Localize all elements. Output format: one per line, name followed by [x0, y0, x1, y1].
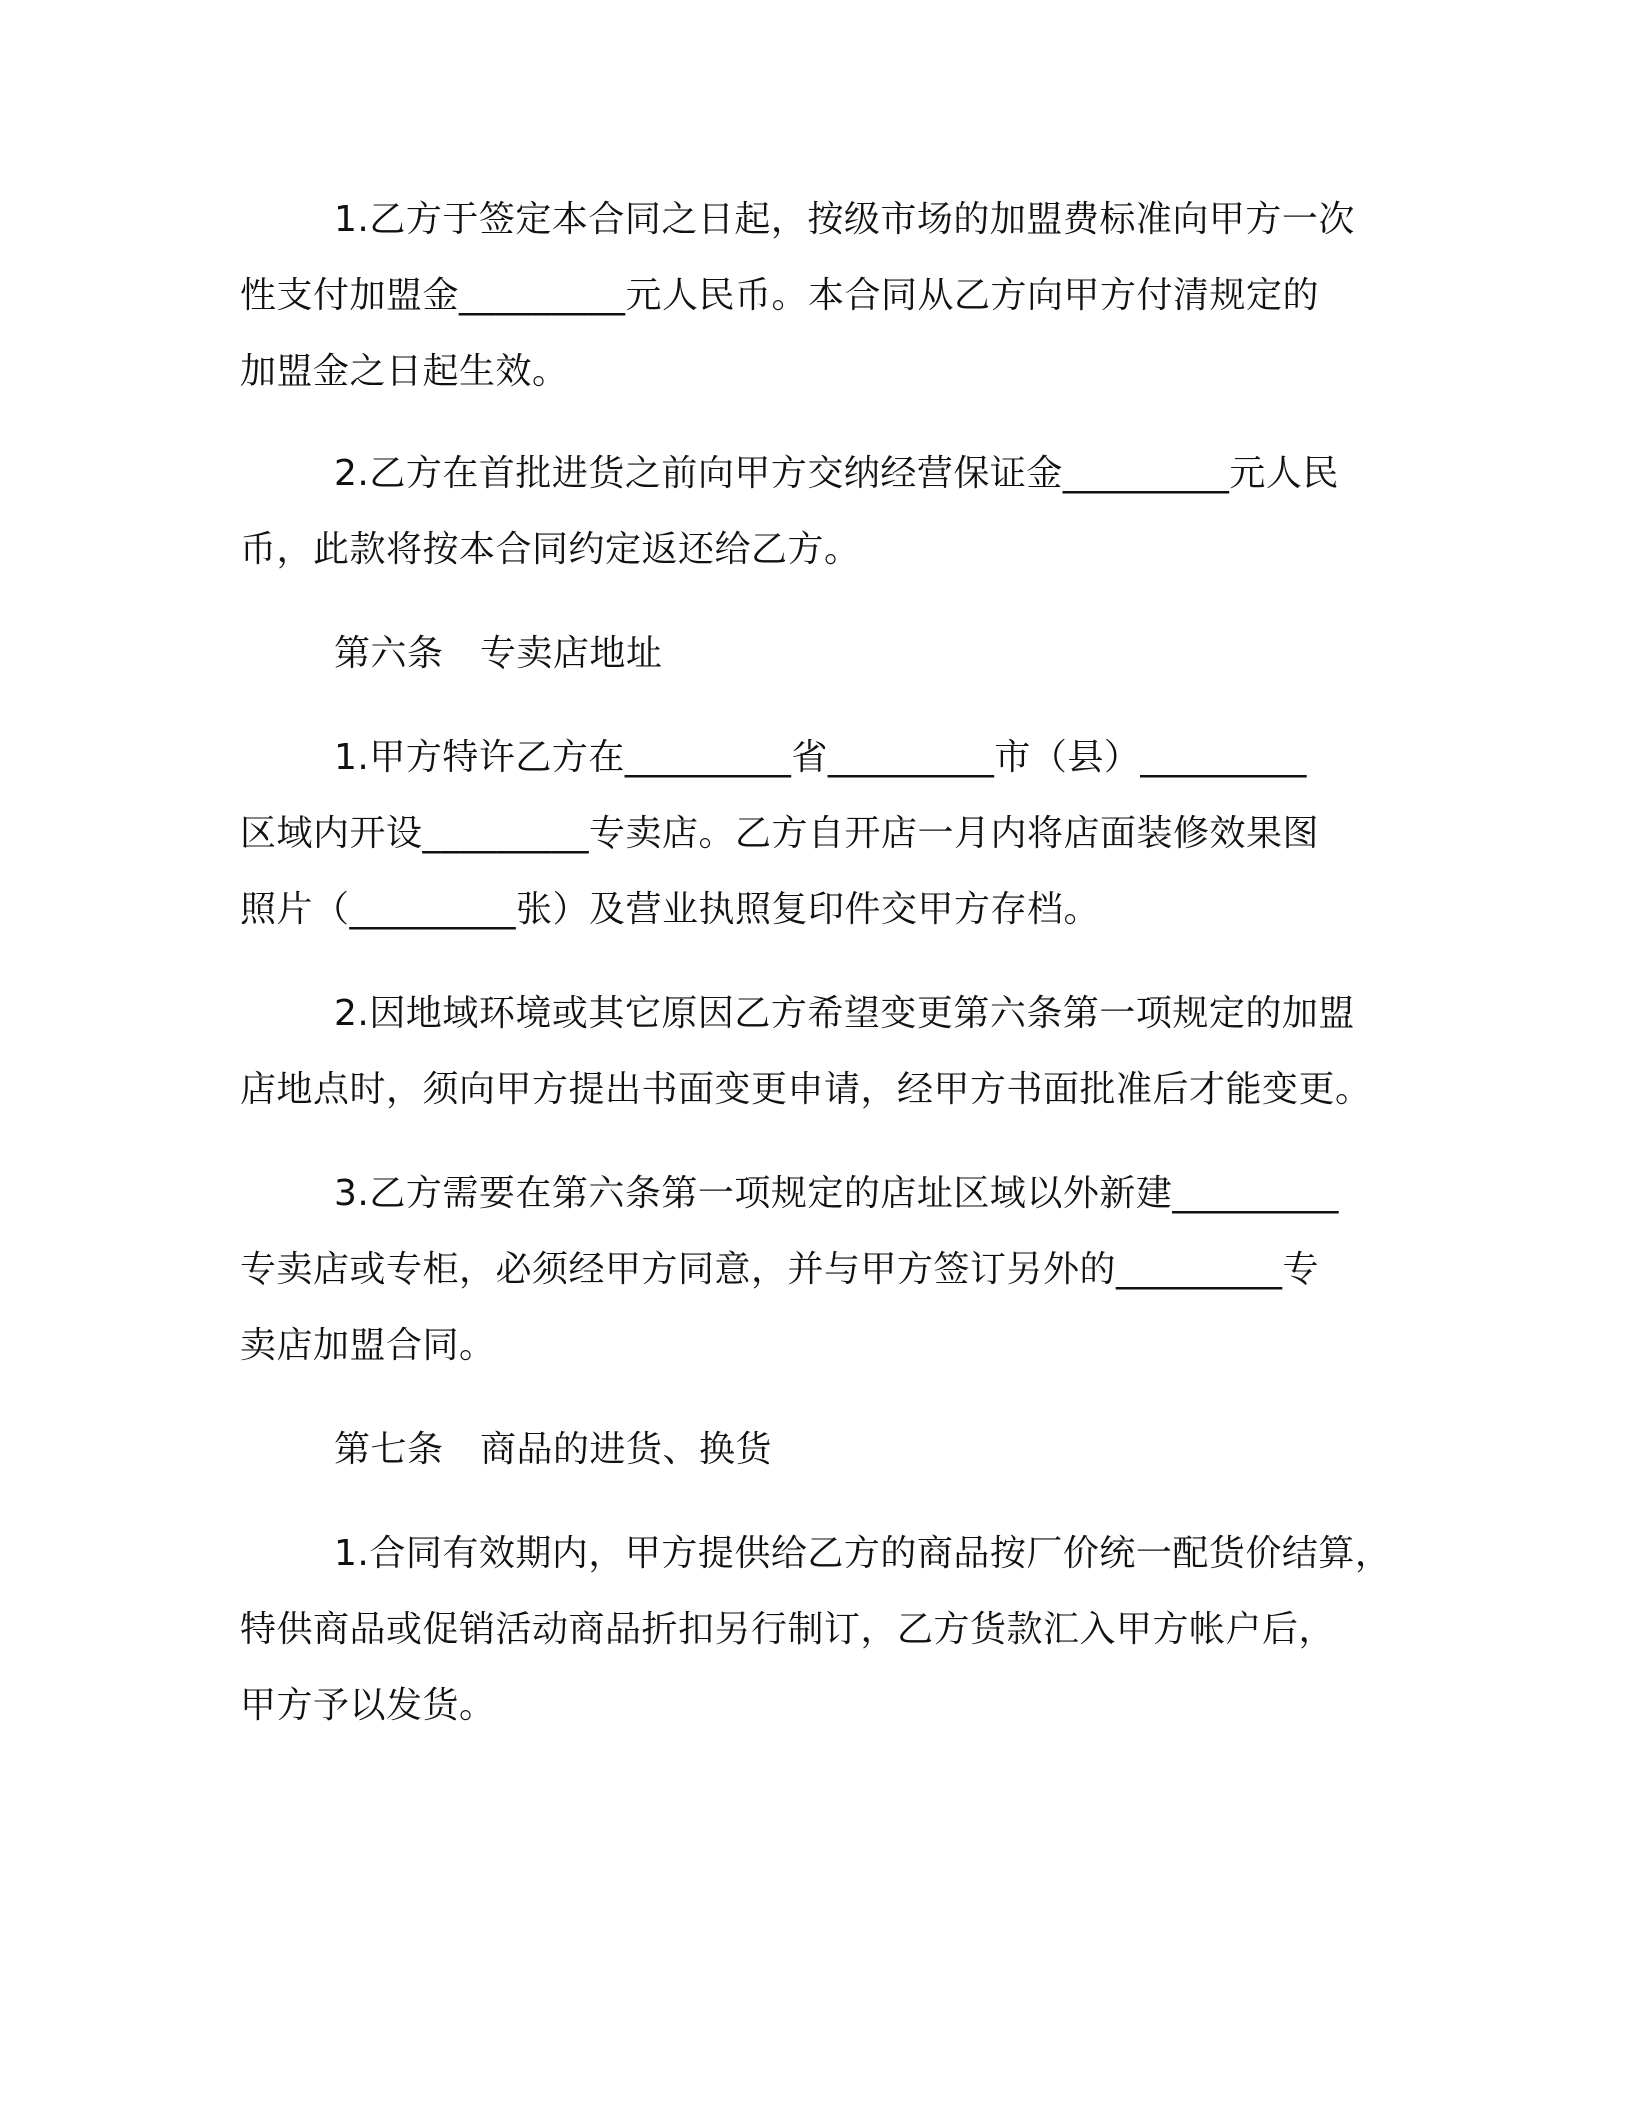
- clause-5-item-1-line-3: 加盟金之日起生效。: [240, 351, 569, 392]
- clause-7-item-1-line-2: 特供商品或促销活动商品折扣另行制订，乙方货款汇入甲方帐户后，: [240, 1609, 1336, 1650]
- clause-6-item-3-line-3: 卖店加盟合同。: [240, 1325, 496, 1366]
- article-6-heading: 第六条 专卖店地址: [334, 633, 663, 674]
- clause-6-item-2-line-1: 2.因地域环境或其它原因乙方希望变更第六条第一项规定的加盟: [334, 993, 1355, 1034]
- clause-6-item-3-line-2: 专卖店或专柜，必须经甲方同意，并与甲方签订另外的_________专: [240, 1249, 1320, 1290]
- clause-6-item-1-line-3: 照片（_________张）及营业执照复印件交甲方存档。: [240, 889, 1101, 930]
- clause-6-item-1-line-1: 1.甲方特许乙方在_________省_________市（县）_________: [334, 737, 1307, 778]
- clause-7-item-1-line-1: 1.合同有效期内，甲方提供给乙方的商品按厂价统一配货价结算，: [334, 1533, 1392, 1574]
- article-7-heading: 第七条 商品的进货、换货: [334, 1429, 773, 1470]
- clause-5-item-1-line-1: 1.乙方于签定本合同之日起，按级市场的加盟费标准向甲方一次: [334, 199, 1355, 240]
- clause-6-item-1-line-2: 区域内开设_________专卖店。乙方自开店一月内将店面装修效果图: [240, 813, 1320, 854]
- clause-5-item-2-line-2: 币，此款将按本合同约定返还给乙方。: [240, 529, 861, 570]
- clause-5-item-1-line-2: 性支付加盟金_________元人民币。本合同从乙方向甲方付清规定的: [240, 275, 1320, 316]
- clause-7-item-1-line-3: 甲方予以发货。: [240, 1685, 496, 1726]
- clause-6-item-3-line-1: 3.乙方需要在第六条第一项规定的店址区域以外新建_________: [334, 1173, 1339, 1214]
- clause-5-item-2-line-1: 2.乙方在首批进货之前向甲方交纳经营保证金_________元人民: [334, 453, 1339, 494]
- clause-6-item-2-line-2: 店地点时，须向甲方提出书面变更申请，经甲方书面批准后才能变更。: [240, 1069, 1372, 1110]
